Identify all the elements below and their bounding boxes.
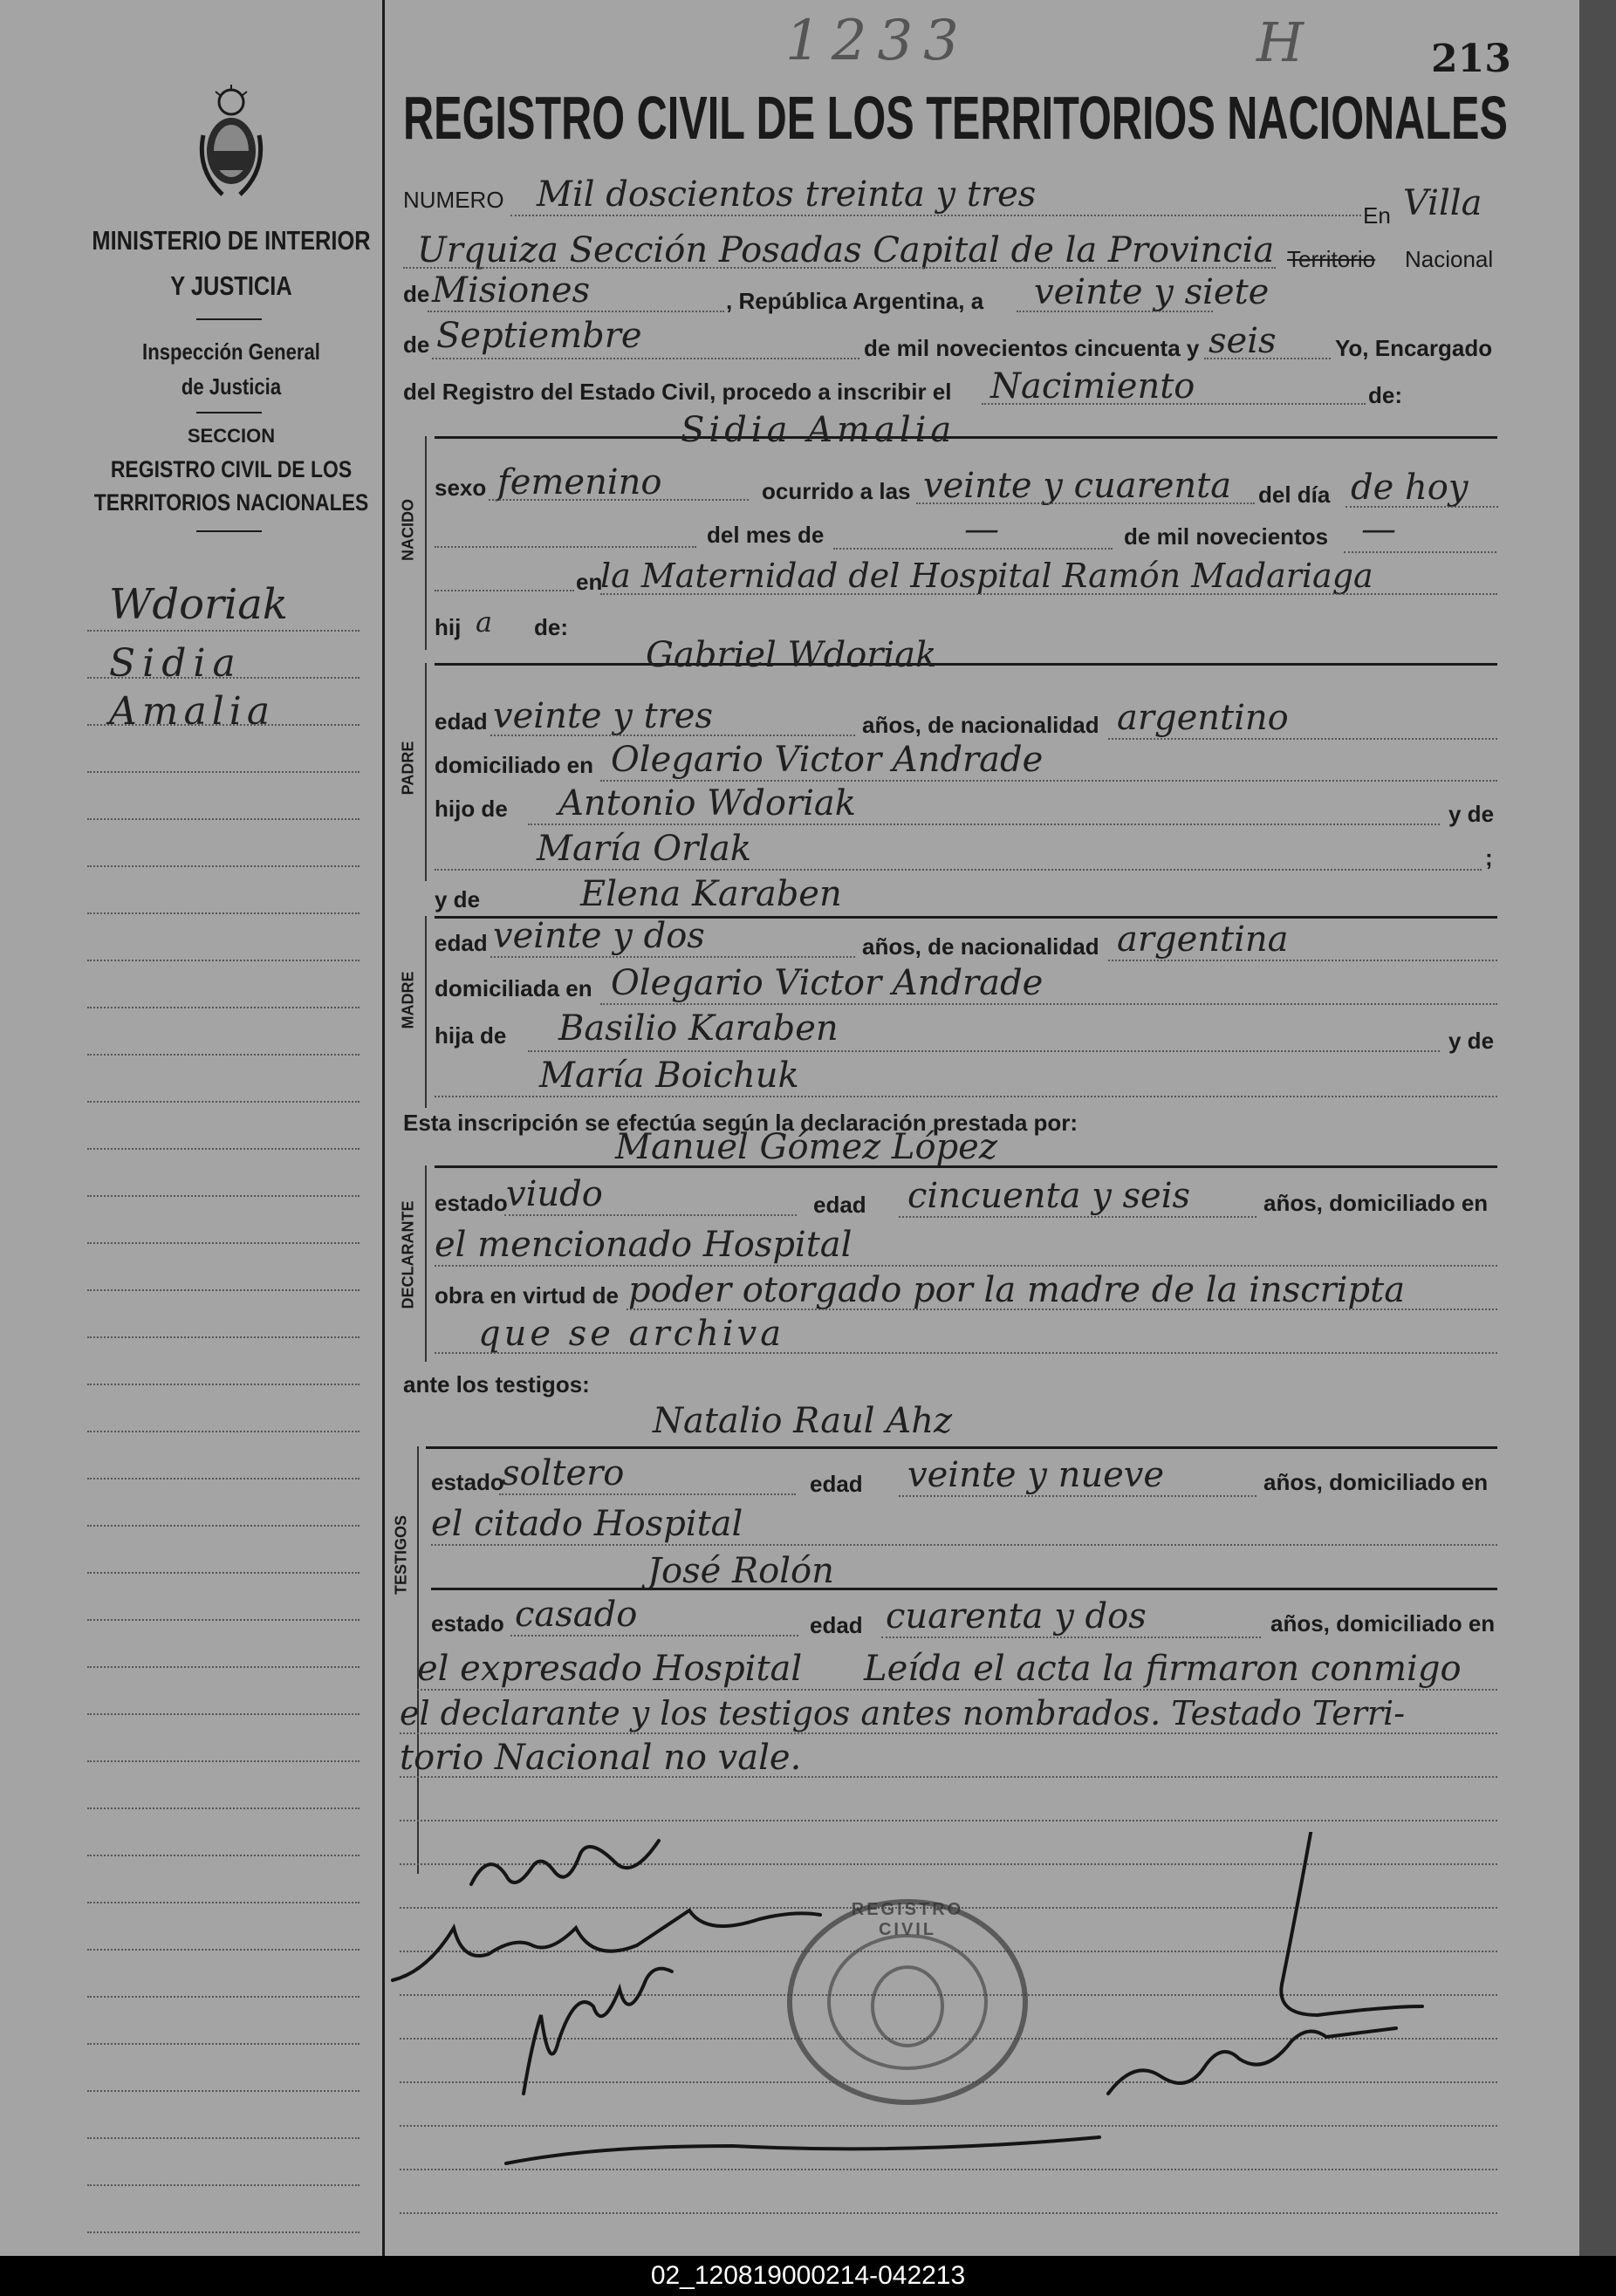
closing-line1-rule — [417, 1689, 1497, 1691]
madre-nac-line — [1108, 960, 1497, 961]
margin-ruled-line — [87, 1949, 359, 1951]
edad-label: edad — [435, 708, 488, 735]
novecientos-label: de mil novecientos — [1124, 523, 1329, 550]
margin-ruled-line — [87, 771, 359, 773]
edad-label: edad — [810, 1612, 863, 1638]
padre-dom-line — [600, 780, 1497, 782]
anos-dom-label: años, domiciliado en — [1263, 1190, 1489, 1216]
ministry-line1: MINISTERIO DE INTERIOR — [92, 225, 371, 256]
margin-middlename: Amalia — [109, 689, 276, 734]
ocurrido-label: ocurrido a las — [762, 478, 911, 504]
madre-edad-line — [490, 956, 855, 958]
dia-line — [1346, 506, 1498, 508]
act-type: Nacimiento — [990, 366, 1195, 407]
margin-ruled-line — [87, 1384, 359, 1385]
margin-ruled-line — [87, 1195, 359, 1197]
madre-dom-value: Olegario Victor Andrade — [611, 963, 1044, 1003]
lugar-value: la Maternidad del Hospital Ramón Madariaga — [600, 557, 1373, 595]
margin-ruled-line — [87, 1054, 359, 1056]
madre-dom-line — [600, 1003, 1497, 1005]
nacido-bracket — [425, 436, 427, 650]
padre-nac-value: argentino — [1117, 698, 1289, 738]
declarante-edad-value: cincuenta y seis — [907, 1176, 1191, 1216]
padre-mother-line — [435, 869, 1482, 871]
closing-line1: Leída el acta la firmaron conmigo — [864, 1649, 1462, 1689]
madre-father-line — [528, 1050, 1440, 1052]
inspection-line1: Inspección General — [142, 338, 320, 365]
padre-father-line — [528, 823, 1440, 825]
testigos-section-label: TESTIGOS — [392, 1515, 410, 1596]
margin-ruled-line — [87, 1902, 359, 1903]
de-label: de — [403, 281, 430, 307]
margin-ruled-line — [87, 960, 359, 961]
dom-label: domiciliada en — [435, 975, 592, 1001]
margin-ruled-line — [87, 2184, 359, 2186]
place-value: Urquiza Sección Posadas Capital de la Provincia — [417, 230, 1275, 270]
sexo-line — [489, 499, 749, 501]
republic-text: , República Argentina, a — [726, 288, 984, 314]
year-text: de mil novecientos cincuenta y — [864, 335, 1200, 361]
madre-yde-label: y de — [435, 886, 481, 912]
testigo2-name: José Rolón — [647, 1551, 834, 1591]
nacido-name: Sidia Amalia — [681, 410, 956, 450]
margin-ruled-line — [87, 1101, 359, 1103]
padre-father-value: Antonio Wdoriak — [558, 783, 856, 823]
official-seal-stamp — [781, 1893, 1034, 2111]
en-label-nacido: en — [576, 569, 603, 595]
sidebar-divider — [196, 318, 262, 320]
seal-text: REGISTRO CIVIL — [851, 1900, 964, 1939]
registry-line2: TERRITORIOS NACIONALES — [93, 489, 369, 516]
year-line — [1204, 358, 1331, 359]
margin-ruled-line — [87, 630, 359, 632]
margin-ruled-line — [87, 1478, 359, 1479]
declarante-bracket — [425, 1165, 427, 1362]
yde-label: y de — [1448, 1028, 1495, 1054]
margin-surname: Wdoriak — [109, 580, 288, 629]
lugar-pre-line — [435, 590, 574, 591]
hij-label: hij — [435, 614, 462, 640]
testigo1-name: Natalio Raul Ahz — [653, 1401, 953, 1441]
edad-label: edad — [813, 1192, 866, 1218]
nacido-section-label: NACIDO — [399, 499, 417, 561]
margin-firstname: Sidia — [109, 641, 243, 686]
mes-line — [833, 548, 1113, 550]
margin-ruled-line — [87, 677, 359, 679]
estado-label: estado — [435, 1190, 508, 1216]
dom-label: domiciliado en — [435, 752, 594, 778]
sidebar-divider — [196, 412, 262, 413]
declarante-obra-value: poder otorgado por la madre de la inscripta — [628, 1270, 1406, 1310]
madre-mother-value: María Boichuk — [539, 1056, 799, 1096]
month-value: Septiembre — [436, 316, 642, 356]
margin-ruled-line — [87, 1289, 359, 1291]
body-ruled-line — [400, 2212, 1497, 2214]
hij-value: a — [476, 605, 493, 639]
signature-testigo2 — [524, 1969, 672, 2094]
margin-ruled-line — [87, 2231, 359, 2233]
anos-dom-label: años, domiciliado en — [1270, 1610, 1496, 1637]
declarante-intro: Esta inscripción se efectúa según la declaración prestada por: — [403, 1110, 1078, 1136]
padre-edad-line — [490, 735, 855, 736]
testigo2-top-rule — [431, 1588, 1497, 1590]
edad-label: edad — [435, 930, 488, 956]
margin-ruled-line — [87, 1525, 359, 1527]
document-title: REGISTRO CIVIL DE LOS TERRITORIOS NACIONALES — [403, 84, 1508, 152]
inspection-line2: de Justicia — [181, 373, 282, 400]
sidebar-divider — [196, 530, 262, 532]
declarante-estado-line — [504, 1214, 797, 1216]
margin-ruled-line — [87, 1855, 359, 1856]
margin-ruled-line — [87, 2137, 359, 2139]
hija-de-label: hija de — [435, 1022, 507, 1049]
margin-ruled-line — [87, 1336, 359, 1338]
province-value: Misiones — [432, 270, 591, 311]
act-line — [982, 403, 1366, 405]
margin-ruled-line — [87, 1996, 359, 1998]
testigo1-estado-line — [499, 1493, 796, 1495]
declarante-name: Manuel Gómez López — [615, 1127, 997, 1167]
ocurrido-value: veinte y cuarenta — [923, 466, 1232, 506]
numero-line — [510, 215, 1361, 216]
declarante-dom-value: el mencionado Hospital — [435, 1225, 853, 1265]
semicolon: ; — [1485, 844, 1493, 871]
registry-line1: REGISTRO CIVIL DE LOS — [110, 456, 353, 482]
day-value: veinte y siete — [1034, 272, 1270, 312]
place-line — [403, 267, 1276, 269]
numero-value: Mil doscientos treinta y tres — [537, 174, 1037, 215]
mes-pre-line — [435, 546, 696, 548]
declarante-estado-value: viudo — [506, 1174, 603, 1214]
nac-label: años, de nacionalidad — [862, 712, 1099, 738]
declarante-section-label: DECLARANTE — [399, 1200, 417, 1309]
declarante-obra-line — [627, 1309, 1497, 1310]
margin-ruled-line — [87, 1431, 359, 1432]
closing-line2-rule — [400, 1732, 1497, 1734]
yde-label: y de — [1448, 801, 1495, 827]
ocurrido-line — [916, 502, 1255, 504]
sexo-value: femenino — [497, 462, 662, 502]
coat-of-arms-emblem — [196, 83, 266, 205]
testigo2-edad-line — [881, 1637, 1261, 1638]
stamp-number: 1233 — [785, 9, 969, 73]
year-value: seis — [1209, 321, 1277, 361]
anos-dom-label: años, domiciliado en — [1263, 1469, 1489, 1495]
yo-text: Yo, Encargado — [1335, 335, 1493, 361]
hij-de: de: — [534, 614, 568, 640]
margin-ruled-line — [87, 865, 359, 867]
margin-ruled-line — [87, 1148, 359, 1150]
edad-label: edad — [810, 1471, 863, 1497]
province-line — [428, 311, 724, 312]
testigo2-estado-line — [510, 1635, 798, 1637]
madre-section-label: MADRE — [399, 971, 417, 1029]
signature-encargado — [1108, 2028, 1396, 2094]
nacional-label: Nacional — [1405, 246, 1494, 272]
margin-ruled-line — [87, 2043, 359, 2045]
closing-line3: torio Nacional no vale. — [400, 1738, 802, 1778]
padre-section-label: PADRE — [399, 741, 417, 796]
novecientos-line — [1344, 551, 1496, 553]
numero-label: NUMERO — [403, 187, 504, 213]
padre-top-rule — [435, 663, 1497, 666]
margin-ruled-line — [87, 724, 359, 726]
image-id-footer: 02_120819000214-042213 — [0, 2256, 1616, 2296]
madre-nac-value: argentina — [1117, 919, 1289, 960]
hijo-de-label: hijo de — [435, 796, 508, 822]
de-label: de — [403, 331, 430, 358]
section-label: SECCION — [187, 425, 276, 447]
dia-label: del día — [1258, 482, 1331, 508]
nac-label: años, de nacionalidad — [862, 933, 1099, 960]
margin-ruled-line — [87, 912, 359, 914]
margin-ruled-line — [87, 1666, 359, 1668]
padre-bracket — [425, 663, 427, 881]
madre-bracket — [425, 916, 427, 1108]
madre-edad-value: veinte y dos — [493, 916, 705, 956]
madre-father-value: Basilio Karaben — [558, 1008, 839, 1049]
signature-flourish — [1281, 1832, 1422, 2015]
closing-line3-rule — [400, 1776, 1497, 1778]
stamp-letter: H — [1257, 10, 1304, 74]
signature-testigo1 — [393, 1910, 820, 1980]
margin-ruled-line — [87, 1242, 359, 1244]
testigo2-edad: cuarenta y dos — [886, 1596, 1147, 1637]
nacido-top-rule — [435, 436, 1497, 439]
padre-edad-value: veinte y tres — [493, 696, 713, 736]
madre-name: Elena Karaben — [580, 874, 842, 914]
margin-ruled-line — [87, 1007, 359, 1008]
margin-ruled-line — [87, 818, 359, 820]
month-line — [432, 358, 859, 359]
signature-declarante — [471, 1841, 659, 1884]
registro-text: del Registro del Estado Civil, procedo a inscribir el — [403, 379, 952, 405]
testigo2-estado: casado — [515, 1595, 638, 1635]
testigo2-dom: el expresado Hospital — [417, 1649, 803, 1689]
declarante-top-rule — [435, 1165, 1497, 1168]
territorio-label: Territorio — [1287, 246, 1376, 272]
margin-ruled-line — [87, 1807, 359, 1809]
day-line — [1017, 311, 1213, 312]
testigos-top-rule — [426, 1446, 1497, 1449]
mes-label: del mes de — [707, 522, 825, 548]
mes-value: — — [964, 509, 999, 550]
de-colon: de: — [1368, 382, 1402, 408]
estado-label: estado — [431, 1469, 504, 1495]
margin-ruled-line — [87, 2090, 359, 2092]
madre-mother-line — [435, 1096, 1497, 1097]
testigo1-edad-line — [899, 1495, 1257, 1497]
testigo1-estado: soltero — [502, 1453, 625, 1493]
testigos-intro: ante los testigos: — [403, 1371, 590, 1397]
book-spine — [1579, 0, 1616, 2256]
padre-nac-line — [1108, 738, 1497, 740]
padre-dom-value: Olegario Victor Andrade — [611, 740, 1044, 780]
estado-label: estado — [431, 1610, 504, 1637]
closing-line2: el declarante y los testigos antes nombrados. Testado Terri- — [400, 1694, 1406, 1732]
novecientos-value: — — [1361, 509, 1396, 550]
en-label: En — [1363, 202, 1391, 229]
margin-ruled-line — [87, 1760, 359, 1762]
testigo1-edad: veinte y nueve — [907, 1455, 1165, 1495]
margin-ruled-line — [87, 1713, 359, 1715]
declarante-edad-line — [899, 1216, 1257, 1218]
margin-ruled-line — [87, 1619, 359, 1621]
dia-value: de hoy — [1351, 468, 1469, 508]
declarante-dom-line — [435, 1265, 1497, 1267]
declarante-obra-cont: que se archiva — [478, 1314, 785, 1354]
padre-name: Gabriel Wdoriak — [646, 635, 937, 675]
lugar-line — [600, 593, 1497, 595]
declarante-obra-cont-line — [435, 1352, 1497, 1354]
padre-mother-value: María Orlak — [537, 829, 752, 869]
margin-ruled-line — [87, 1572, 359, 1574]
body-ruled-line — [400, 1820, 1497, 1821]
obra-label: obra en virtud de — [435, 1282, 619, 1309]
en-value: Villa — [1403, 183, 1482, 223]
ministry-line2: Y JUSTICIA — [170, 270, 292, 301]
sexo-label: sexo — [435, 475, 487, 501]
page-number: 213 — [1431, 37, 1511, 81]
testigo1-dom: el citado Hospital — [431, 1504, 743, 1544]
testigo1-dom-line — [431, 1544, 1497, 1546]
